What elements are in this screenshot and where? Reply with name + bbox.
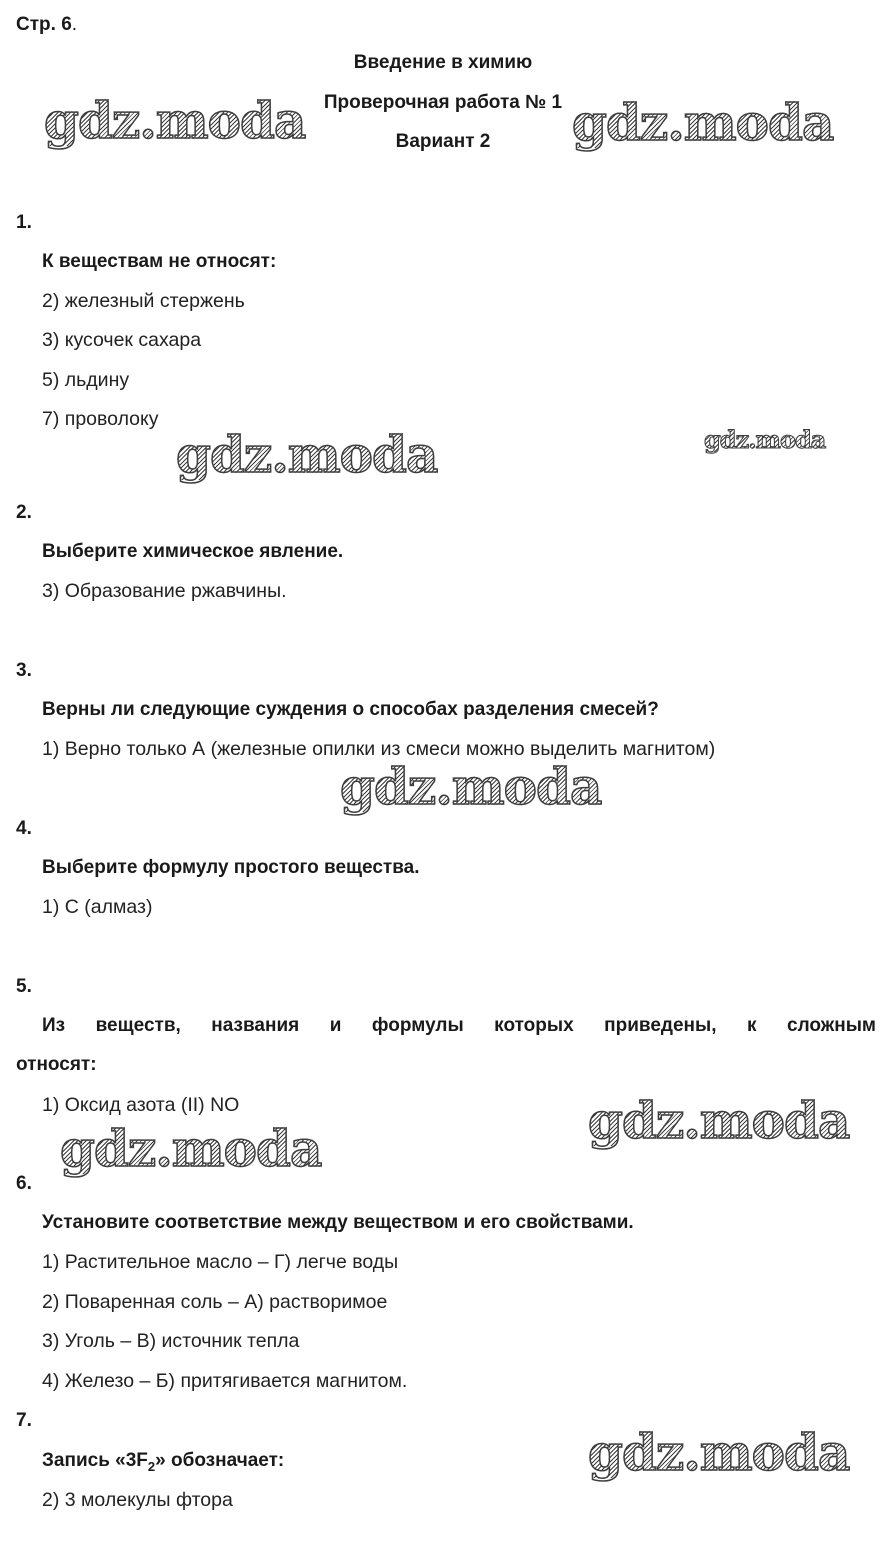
watermark-logo: gdz.moda — [572, 93, 834, 152]
watermark-logo: gdz.moda — [60, 1119, 322, 1178]
answer-line: 1) С (алмаз) — [42, 896, 153, 918]
watermark-logo: gdz.moda — [588, 1423, 850, 1482]
answer-line: 3) Образование ржавчины. — [42, 580, 287, 602]
question-number: 4. — [16, 818, 32, 839]
question-text: Установите соответствие между веществом и его свойствами. — [42, 1212, 634, 1233]
answer-line: 7) проволоку — [42, 408, 159, 430]
question-text: Верны ли следующие суждения о способах разделения смесей? — [42, 699, 659, 720]
variant-title: Вариант 2 — [395, 131, 491, 152]
question-text: Выберите формулу простого вещества. — [42, 857, 420, 878]
watermark-logo: gdz.moda — [704, 425, 826, 454]
page-number: Стр. 6. — [16, 14, 78, 35]
answer-line: 2) Поваренная соль – А) растворимое — [42, 1291, 388, 1313]
question-text: Выберите химическое явление. — [42, 541, 344, 562]
question-number: 2. — [16, 502, 32, 523]
question-number: 3. — [16, 660, 32, 681]
question-text: К веществам не относят: — [42, 251, 277, 272]
work-title: Проверочная работа № 1 — [323, 92, 563, 113]
question-text: Запись «$3F_2$» обозначает: — [42, 1450, 285, 1474]
question-number: 5. — [16, 976, 32, 997]
question-number: 6. — [16, 1173, 32, 1194]
question-number: 1. — [16, 212, 32, 233]
watermark-logo: gdz.moda — [340, 757, 602, 816]
answer-line: 1) Растительное масло – Г) легче воды — [42, 1251, 399, 1273]
section-title: Введение в химию — [353, 52, 533, 73]
watermark-logo: gdz.moda — [176, 425, 438, 484]
question-text: Из веществ, названия и формулы которых приведены, к сложным — [42, 1015, 876, 1036]
question-number: 7. — [16, 1410, 32, 1431]
answer-line: 2) железный стержень — [42, 290, 245, 312]
answer-line: 3) Уголь – В) источник тепла — [42, 1330, 300, 1352]
answer-line: 4) Железо – Б) притягивается магнитом. — [42, 1370, 408, 1392]
answer-line: 5) льдину — [42, 369, 130, 391]
watermark-logo: gdz.moda — [588, 1091, 850, 1150]
answer-line: 2) 3 молекулы фтора — [42, 1489, 233, 1511]
answer-line: 1) Оксид азота (II) NO — [42, 1094, 240, 1116]
watermark-logo: gdz.moda — [44, 91, 306, 150]
answer-line: 3) кусочек сахара — [42, 329, 202, 351]
question-text-continued: относят: — [16, 1054, 97, 1075]
answer-line: 1) Верно только А (железные опилки из смеси можно выделить магнитом) — [42, 738, 716, 760]
